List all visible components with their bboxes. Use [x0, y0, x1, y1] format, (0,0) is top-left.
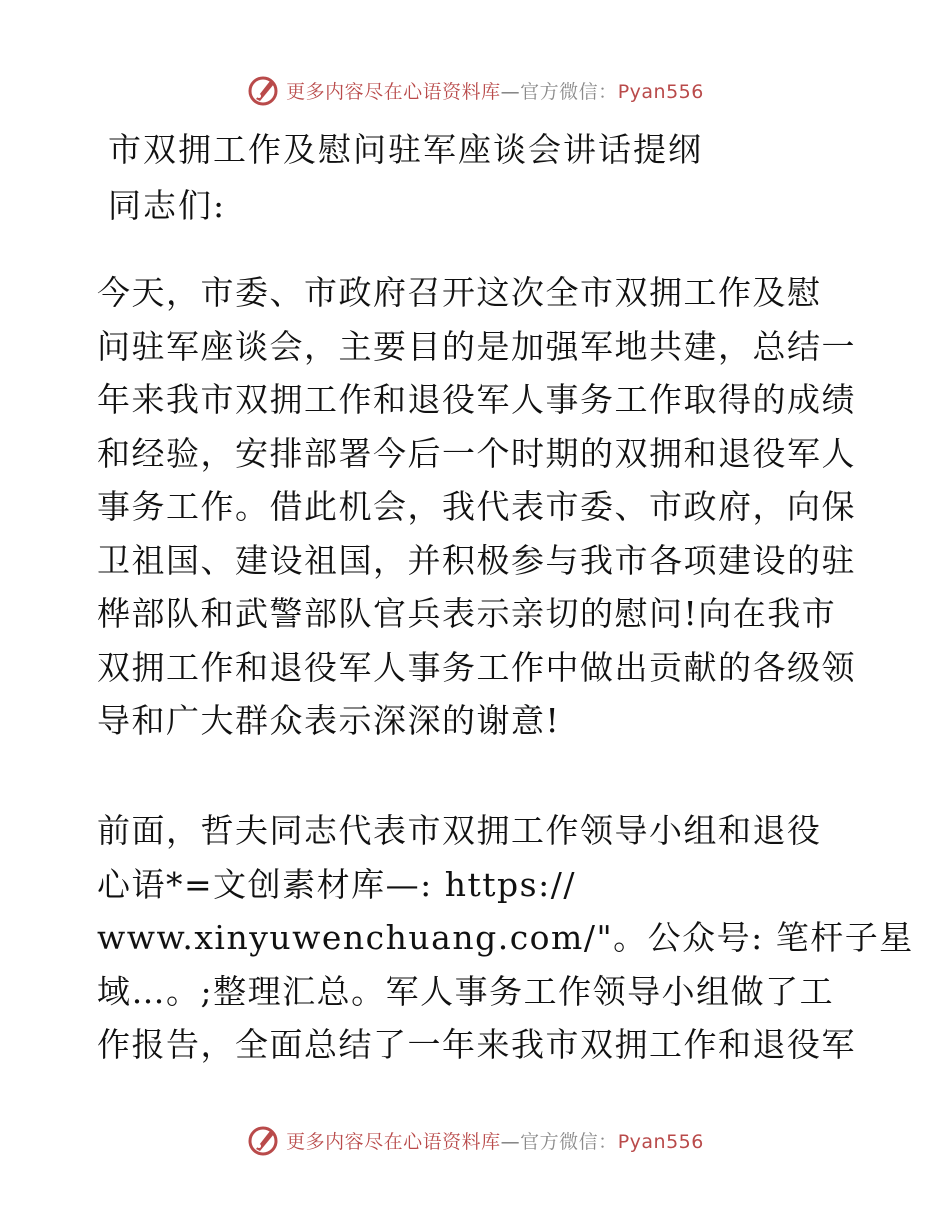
- paragraph-line: 卫祖国、建设祖国，并积极参与我市各项建设的驻: [97, 540, 856, 580]
- paragraph-line: 心语*=文创素材库—: https://: [97, 864, 576, 904]
- footer-banner-text: [286, 1127, 704, 1154]
- paragraph-2: [97, 804, 914, 1072]
- header-banner-separator: —: [500, 80, 521, 103]
- footer-banner-separator: —: [500, 1130, 521, 1153]
- paragraph-line: 今天，市委、市政府召开这次全市双拥工作及慰: [97, 273, 822, 312]
- footer-banner-brand: 官方微信：: [520, 1130, 618, 1153]
- paragraph-line: 导和广大群众表示深深的谢意!: [97, 701, 561, 740]
- header-banner-content: [246, 73, 704, 107]
- footer-banner: [0, 1120, 950, 1160]
- paragraph-line: 前面，哲夫同志代表市双拥工作领导小组和退役: [97, 811, 822, 850]
- header-banner-text: [286, 77, 704, 104]
- paragraph-line: 桦部队和武警部队官兵表示亲切的慰问!向在我市: [97, 594, 837, 633]
- paragraph-line: 问驻军座谈会，主要目的是加强军地共建，总结一: [97, 326, 856, 366]
- paragraph-line: 双拥工作和退役军人事务工作中做出贡献的各级领: [97, 647, 856, 687]
- paragraph-line: www.xinyuwenchuang.com/"。公众号: 笔杆子星: [97, 918, 914, 957]
- greeting: 同志们:: [108, 186, 227, 225]
- paragraph-line: 作报告，全面总结了一年来我市双拥工作和退役军: [97, 1025, 856, 1064]
- document-title: 市双拥工作及慰问驻军座谈会讲话提纲: [108, 130, 703, 169]
- paragraph-line: 年来我市双拥工作和退役军人事务工作取得的成绩: [97, 380, 856, 419]
- header-banner: [0, 70, 950, 110]
- pen-nib-logo-icon: [246, 73, 280, 107]
- pen-nib-logo-icon: [246, 1123, 280, 1157]
- footer-banner-content: [246, 1123, 704, 1157]
- header-banner-wechat-id: Pyan556: [617, 80, 704, 103]
- paragraph-1: [97, 266, 857, 748]
- paragraph-line: 和经验，安排部署今后一个时期的双拥和退役军人: [97, 433, 856, 473]
- paragraph-line: 事务工作。借此机会，我代表市委、市政府，向保: [97, 487, 856, 526]
- footer-banner-wechat-id: Pyan556: [617, 1130, 704, 1153]
- paragraph-line: 域…。;整理汇总。军人事务工作领导小组做了工: [97, 971, 835, 1011]
- footer-banner-slogan: 更多内容尽在心语资料库: [286, 1130, 501, 1153]
- header-banner-brand: 官方微信：: [520, 80, 618, 103]
- header-banner-slogan: 更多内容尽在心语资料库: [286, 80, 501, 103]
